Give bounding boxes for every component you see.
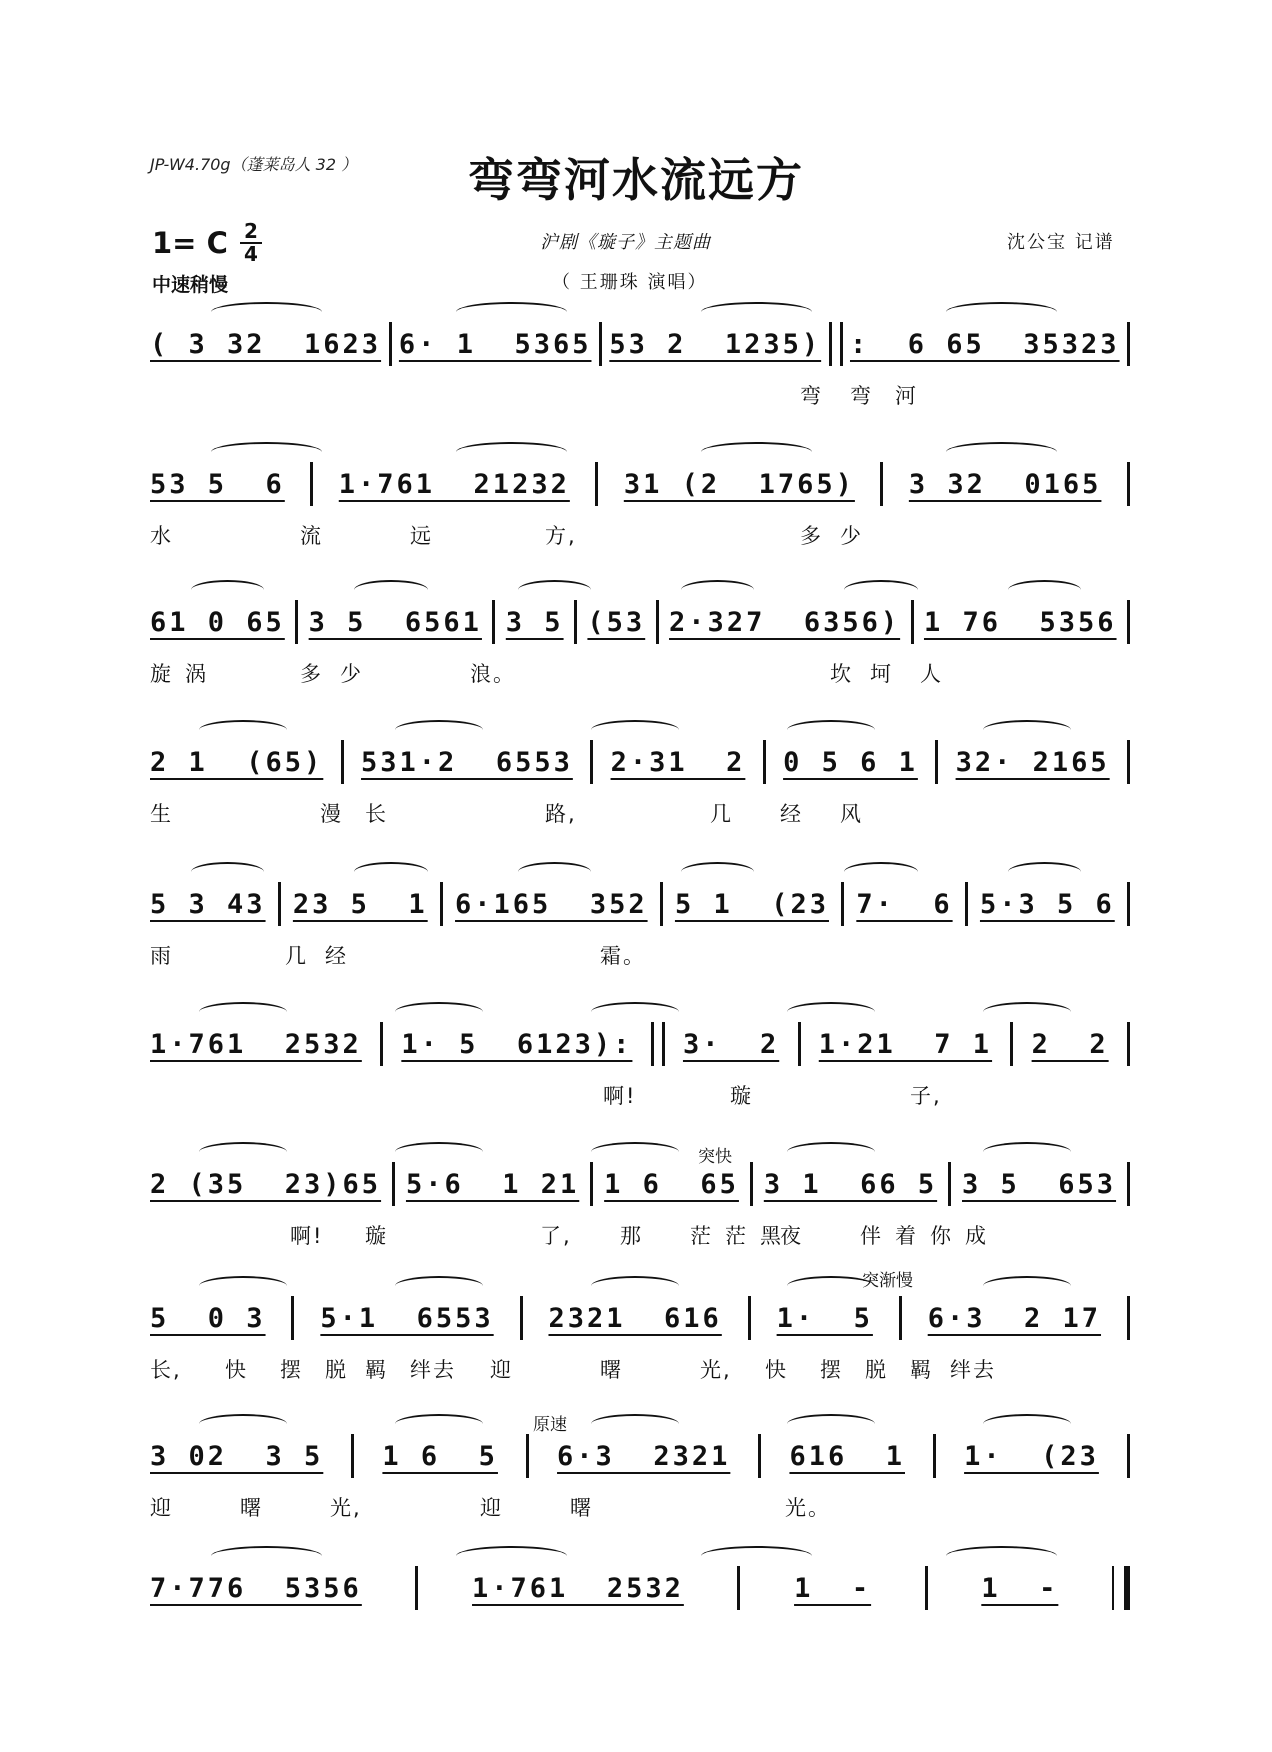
measure-notes: 5 1 (23 xyxy=(674,888,829,920)
tempo-marking: 中速稍慢 xyxy=(152,274,229,296)
measure-notes: 1· 5 6123): xyxy=(401,1028,633,1060)
lyric-syllable: 水 xyxy=(150,524,173,548)
lyric-syllable: 迎 xyxy=(490,1358,513,1382)
lyric-syllable: 着 xyxy=(895,1224,918,1248)
slur-mark xyxy=(354,580,428,600)
mark-sudden-fast: 突快 xyxy=(698,1147,732,1167)
barline xyxy=(925,1566,928,1610)
lyric-syllable: 你 xyxy=(930,1224,953,1248)
barline xyxy=(1127,1434,1130,1478)
slur-mark xyxy=(681,862,755,882)
lyric-syllable: 迎 xyxy=(480,1496,503,1520)
slur-mark xyxy=(354,862,428,882)
notation-line xyxy=(150,1560,1130,1616)
measure-notes: 6·3 2321 xyxy=(557,1440,731,1472)
measure-notes: 3 5 653 xyxy=(962,1168,1117,1200)
barline xyxy=(829,322,843,366)
barline xyxy=(380,1022,383,1066)
score-row xyxy=(150,1290,1130,1400)
lyrics-line xyxy=(150,940,1130,970)
lyric-syllable: 坷 xyxy=(870,662,893,686)
barline xyxy=(1010,1022,1013,1066)
score-row xyxy=(150,456,1130,566)
barline xyxy=(1127,740,1130,784)
slur-mark xyxy=(191,580,265,600)
lyric-syllable: 摆 xyxy=(280,1358,303,1382)
lyrics-line xyxy=(150,1220,1130,1250)
barline xyxy=(798,1022,801,1066)
notation-line xyxy=(150,734,1130,790)
barline xyxy=(526,1434,529,1478)
measure-notes: 1·761 21232 xyxy=(338,468,570,500)
slur-mark xyxy=(456,1546,566,1566)
measure-notes: 3· 2 xyxy=(682,1028,780,1060)
barline xyxy=(660,882,663,926)
measure-notes: 1·21 7 1 xyxy=(818,1028,993,1060)
lyric-syllable: 流 xyxy=(300,524,323,548)
lyric-syllable: 伴 xyxy=(860,1224,883,1248)
measure-notes: 1 6 5 xyxy=(382,1440,498,1472)
barline xyxy=(1127,462,1130,506)
score-row xyxy=(150,1560,1130,1670)
slur-mark xyxy=(199,1414,287,1434)
lyric-syllable: 经 xyxy=(325,944,348,968)
barline xyxy=(389,322,392,366)
measure-notes: 31 (2 1765) xyxy=(623,468,855,500)
barline xyxy=(1127,600,1130,644)
measure-notes: 531·2 6553 xyxy=(361,746,573,778)
slur-mark xyxy=(395,720,483,740)
lyric-syllable: 风 xyxy=(840,802,863,826)
mark-original-tempo: 原速 xyxy=(533,1415,567,1435)
slur-mark xyxy=(983,1276,1071,1296)
notation-line xyxy=(150,1290,1130,1346)
measure-notes: 7· 6 xyxy=(856,888,953,920)
barline xyxy=(351,1434,354,1478)
slur-mark xyxy=(946,442,1056,462)
slur-mark xyxy=(787,720,875,740)
time-numerator: 2 xyxy=(244,219,258,243)
measure-notes: ( 3 32 1623 xyxy=(150,328,382,360)
slur-mark xyxy=(199,1002,287,1022)
barline xyxy=(520,1296,523,1340)
score-row xyxy=(150,1428,1130,1538)
lyric-syllable: 子, xyxy=(910,1084,942,1108)
slur-mark xyxy=(518,580,592,600)
notation-line xyxy=(150,1156,1130,1212)
score-row xyxy=(150,734,1130,844)
measure-notes: 3 1 66 5 xyxy=(763,1168,938,1200)
barline xyxy=(291,1296,294,1340)
barline xyxy=(933,1434,936,1478)
lyric-syllable: 成 xyxy=(965,1224,988,1248)
lyric-syllable: 迎 xyxy=(150,1496,173,1520)
lyric-syllable: 长 xyxy=(365,802,388,826)
slur-mark xyxy=(983,1142,1071,1162)
barline xyxy=(310,462,313,506)
lyric-syllable: 羁 xyxy=(365,1358,388,1382)
measure-notes: : 6 65 35323 xyxy=(849,328,1120,360)
measure-notes: 6·165 352 xyxy=(455,888,648,920)
slur-mark xyxy=(395,1414,483,1434)
slur-mark xyxy=(456,442,566,462)
measure-notes: 7·776 5356 xyxy=(150,1572,362,1604)
slur-mark xyxy=(211,1546,321,1566)
lyric-syllable: 光。 xyxy=(785,1496,831,1520)
notation-line xyxy=(150,456,1130,512)
measure-notes: 32· 2165 xyxy=(955,746,1110,778)
slur-mark xyxy=(701,1546,811,1566)
measure-notes: 1·761 2532 xyxy=(472,1572,684,1604)
barline xyxy=(1127,322,1130,366)
barline xyxy=(748,1296,751,1340)
measure-notes: 3 5 xyxy=(505,606,564,638)
lyric-syllable: 雨 xyxy=(150,944,173,968)
score-code: JP-W4.70g（蓬莱岛人 32 ） xyxy=(150,155,358,174)
measure-notes: 2·31 2 xyxy=(610,746,746,778)
lyric-syllable: 方, xyxy=(545,524,577,548)
measure-notes: 5 0 3 xyxy=(150,1302,266,1334)
lyric-syllable: 多 xyxy=(800,524,823,548)
measure-notes: 3 5 6561 xyxy=(308,606,482,638)
singer-credit: （ 王珊珠 演唱） xyxy=(552,272,708,293)
notation-line xyxy=(150,1428,1130,1484)
barline xyxy=(948,1162,951,1206)
barline xyxy=(295,600,298,644)
lyric-syllable: 漫 xyxy=(320,802,343,826)
slur-mark xyxy=(199,720,287,740)
measure-notes: 5 3 43 xyxy=(150,888,266,920)
barline xyxy=(763,740,766,784)
slur-mark xyxy=(211,302,321,322)
lyric-syllable: 少 xyxy=(340,662,363,686)
lyric-syllable: 几 xyxy=(710,802,733,826)
lyric-syllable: 啊! xyxy=(290,1224,324,1248)
score-row xyxy=(150,316,1130,426)
measure-notes: 2 1 (65) xyxy=(150,746,324,778)
measure-notes: 53 5 6 xyxy=(150,468,285,500)
slur-mark xyxy=(591,1276,679,1296)
score-row xyxy=(150,1016,1130,1126)
slur-mark xyxy=(591,1142,679,1162)
lyric-syllable: 快 xyxy=(765,1358,788,1382)
slur-mark xyxy=(701,442,811,462)
measure-notes: 1 - xyxy=(794,1572,872,1604)
barline xyxy=(599,322,602,366)
measure-notes: 2321 616 xyxy=(548,1302,722,1334)
lyric-syllable: 那 xyxy=(620,1224,643,1248)
barline xyxy=(758,1434,761,1478)
barline xyxy=(750,1162,753,1206)
slur-mark xyxy=(591,720,679,740)
lyric-syllable: 旋 xyxy=(150,662,173,686)
measure-notes: 0 5 6 1 xyxy=(783,746,918,778)
barline xyxy=(440,882,443,926)
score-row xyxy=(150,1156,1130,1266)
slur-mark xyxy=(787,1142,875,1162)
barline xyxy=(1127,1022,1130,1066)
score-row xyxy=(150,876,1130,986)
lyric-syllable: 茫 xyxy=(690,1224,713,1248)
subtitle: 沪剧《璇子》主题曲 xyxy=(540,232,711,253)
lyrics-line xyxy=(150,1492,1130,1522)
barline xyxy=(841,882,844,926)
lyric-syllable: 路, xyxy=(545,802,577,826)
lyric-syllable: 茫 xyxy=(725,1224,748,1248)
notation-line xyxy=(150,1016,1130,1072)
measure-notes: 2 2 xyxy=(1031,1028,1109,1060)
lyric-syllable: 涡 xyxy=(185,662,208,686)
barline xyxy=(1127,1162,1130,1206)
barline xyxy=(590,1162,593,1206)
lyric-syllable: 长, xyxy=(150,1358,182,1382)
barline xyxy=(965,882,968,926)
slur-mark xyxy=(395,1142,483,1162)
lyrics-line xyxy=(150,1080,1130,1110)
slur-mark xyxy=(983,720,1071,740)
lyric-syllable: 璇 xyxy=(730,1084,753,1108)
time-denominator: 4 xyxy=(244,242,258,266)
measure-notes: 53 2 1235) xyxy=(609,328,822,360)
score-row xyxy=(150,594,1130,704)
lyric-syllable: 多 xyxy=(300,662,323,686)
lyrics-line xyxy=(150,798,1130,828)
measure-notes: 3 02 3 5 xyxy=(150,1440,324,1472)
measure-notes: 1 - xyxy=(981,1572,1059,1604)
lyric-syllable: 少 xyxy=(840,524,863,548)
barline xyxy=(935,740,938,784)
slur-mark xyxy=(844,862,918,882)
lyric-syllable: 啊! xyxy=(603,1084,637,1108)
measure-notes: 2·327 6356) xyxy=(669,606,901,638)
slur-mark xyxy=(1008,862,1082,882)
lyrics-line xyxy=(150,658,1130,688)
slur-mark xyxy=(787,1414,875,1434)
measure-notes: 1·761 2532 xyxy=(150,1028,362,1060)
lyrics-line xyxy=(150,1624,1130,1654)
barline xyxy=(880,462,883,506)
lyric-syllable: 脱 xyxy=(865,1358,888,1382)
barline xyxy=(656,600,659,644)
slur-mark xyxy=(518,862,592,882)
lyric-syllable: 快 xyxy=(225,1358,248,1382)
lyric-syllable: 绊去 xyxy=(410,1358,456,1382)
measure-notes: 6· 1 5365 xyxy=(398,328,592,360)
measure-notes: 2 (35 23)65 xyxy=(150,1168,382,1200)
lyric-syllable: 坎 xyxy=(830,662,853,686)
slur-mark xyxy=(787,1002,875,1022)
lyric-syllable: 河 xyxy=(895,384,918,408)
lyrics-line xyxy=(150,520,1130,550)
barline xyxy=(574,600,577,644)
lyric-syllable: 脱 xyxy=(325,1358,348,1382)
time-signature xyxy=(240,219,262,266)
lyric-syllable: 生 xyxy=(150,802,173,826)
measure-notes: 1 76 5356 xyxy=(923,606,1117,638)
page-title: 弯弯河水流远方 xyxy=(468,153,804,207)
slur-mark xyxy=(395,1276,483,1296)
measure-notes: 1· (23 xyxy=(964,1440,1099,1472)
slur-mark xyxy=(983,1002,1071,1022)
measure-notes: 23 5 1 xyxy=(292,888,428,920)
slur-mark xyxy=(591,1002,679,1022)
barline xyxy=(341,740,344,784)
barline xyxy=(737,1566,740,1610)
lyric-syllable: 绊去 xyxy=(950,1358,996,1382)
lyric-syllable: 曙 xyxy=(570,1496,593,1520)
slur-mark xyxy=(681,580,755,600)
measure-notes: 5·1 6553 xyxy=(320,1302,494,1334)
lyric-syllable: 几 xyxy=(285,944,308,968)
slur-mark xyxy=(199,1142,287,1162)
measure-notes: 1 6 65 xyxy=(604,1168,739,1200)
barline xyxy=(278,882,281,926)
lyric-syllable: 曙 xyxy=(600,1358,623,1382)
measure-notes: 616 1 xyxy=(789,1440,905,1472)
measure-notes: 6·3 2 17 xyxy=(927,1302,1102,1334)
lyric-syllable: 曙 xyxy=(240,1496,263,1520)
notator-credit: 沈公宝 记谱 xyxy=(1007,232,1115,253)
measure-notes: 5·3 5 6 xyxy=(979,888,1115,920)
slur-mark xyxy=(1008,580,1082,600)
lyric-syllable: 人 xyxy=(920,662,943,686)
lyric-syllable: 弯 xyxy=(850,384,873,408)
lyric-syllable: 摆 xyxy=(820,1358,843,1382)
barline xyxy=(1127,1296,1130,1340)
lyric-syllable: 黑 xyxy=(760,1224,783,1248)
slur-mark xyxy=(701,302,811,322)
slur-mark xyxy=(456,302,566,322)
barline xyxy=(595,462,598,506)
lyrics-line xyxy=(150,380,1130,410)
notation-line xyxy=(150,316,1130,372)
barline xyxy=(1127,882,1130,926)
slur-mark xyxy=(946,1546,1056,1566)
lyric-syllable: 浪。 xyxy=(470,662,516,686)
slur-mark xyxy=(983,1414,1071,1434)
slur-mark xyxy=(199,1276,287,1296)
lyric-syllable: 霜。 xyxy=(600,944,646,968)
lyric-syllable: 经 xyxy=(780,802,803,826)
measure-notes: 3 32 0165 xyxy=(908,468,1102,500)
measure-notes: (53 xyxy=(587,606,646,638)
barline xyxy=(651,1022,665,1066)
barline xyxy=(415,1566,418,1610)
slur-mark xyxy=(395,1002,483,1022)
barline xyxy=(590,740,593,784)
slur-mark xyxy=(191,862,265,882)
barline xyxy=(899,1296,902,1340)
slur-mark xyxy=(211,442,321,462)
barline xyxy=(392,1162,395,1206)
slur-mark xyxy=(591,1414,679,1434)
lyric-syllable: 了, xyxy=(540,1224,572,1248)
notation-line xyxy=(150,876,1130,932)
barline xyxy=(1112,1566,1130,1610)
barline xyxy=(911,600,914,644)
notation-line xyxy=(150,594,1130,650)
mark-sudden-slow: 突渐慢 xyxy=(862,1271,913,1291)
measure-notes: 1· 5 xyxy=(776,1302,873,1334)
lyric-syllable: 光, xyxy=(700,1358,732,1382)
lyrics-line xyxy=(150,1354,1130,1384)
lyric-syllable: 远 xyxy=(410,524,433,548)
barline xyxy=(492,600,495,644)
key-signature: 1= C xyxy=(152,226,228,260)
lyric-syllable: 羁 xyxy=(910,1358,933,1382)
measure-notes: 5·6 1 21 xyxy=(405,1168,580,1200)
lyric-syllable: 弯 xyxy=(800,384,823,408)
measure-notes: 61 0 65 xyxy=(150,606,285,638)
lyric-syllable: 璇 xyxy=(365,1224,388,1248)
lyric-syllable: 光, xyxy=(330,1496,362,1520)
lyric-syllable: 夜 xyxy=(780,1224,803,1248)
slur-mark xyxy=(844,580,918,600)
slur-mark xyxy=(946,302,1056,322)
